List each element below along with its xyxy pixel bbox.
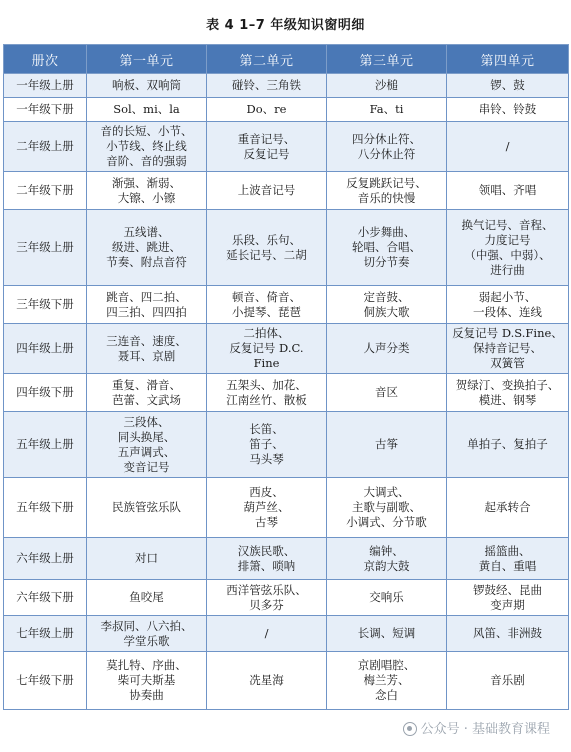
unit-cell: 重复、滑音、 芭蕾、文武场 <box>87 374 207 412</box>
unit-cell: 风笛、非洲鼓 <box>447 616 569 652</box>
unit-cell: 五线谱、 级进、跳进、 节奏、附点音符 <box>87 210 207 286</box>
unit-cell: 顿音、倚音、 小提琴、琵琶 <box>207 286 327 324</box>
unit-cell: 碰铃、三角铁 <box>207 74 327 98</box>
unit-cell: 西洋管弦乐队、 贝多芬 <box>207 580 327 616</box>
unit-cell: 四分休止符、 八分休止符 <box>327 122 447 172</box>
unit-cell: 锣、鼓 <box>447 74 569 98</box>
header-cell: 第三单元 <box>327 45 447 74</box>
unit-cell: / <box>207 616 327 652</box>
header-cell: 第二单元 <box>207 45 327 74</box>
volume-cell: 三年级上册 <box>4 210 87 286</box>
table-row <box>4 616 569 652</box>
unit-cell: 上波音记号 <box>207 172 327 210</box>
unit-cell: 编钟、 京韵大鼓 <box>327 538 447 580</box>
unit-cell: 莫扎特、序曲、 柴可夫斯基 协奏曲 <box>87 652 207 710</box>
unit-cell: 西皮、 葫芦丝、 古琴 <box>207 478 327 538</box>
unit-cell: Sol、mi、la <box>87 98 207 122</box>
unit-cell: 贺绿汀、变换拍子、 模进、钢琴 <box>447 374 569 412</box>
unit-cell: 二拍体、 反复记号 D.C. Fine <box>207 324 327 374</box>
unit-cell: 人声分类 <box>327 324 447 374</box>
unit-cell: 音区 <box>327 374 447 412</box>
volume-cell: 七年级上册 <box>4 616 87 652</box>
table-row <box>4 210 569 286</box>
volume-cell: 二年级下册 <box>4 172 87 210</box>
unit-cell: 大调式、 主歌与副歌、 小调式、分节歌 <box>327 478 447 538</box>
header-cell: 第四单元 <box>447 45 569 74</box>
unit-cell: 音乐剧 <box>447 652 569 710</box>
unit-cell: 对口 <box>87 538 207 580</box>
table-row <box>4 478 569 538</box>
header-row <box>4 45 569 74</box>
volume-cell: 三年级下册 <box>4 286 87 324</box>
unit-cell: 锣鼓经、昆曲 变声期 <box>447 580 569 616</box>
table-row <box>4 412 569 478</box>
volume-cell: 四年级上册 <box>4 324 87 374</box>
unit-cell: 渐强、渐弱、 大镲、小镲 <box>87 172 207 210</box>
table-row <box>4 286 569 324</box>
unit-cell: 五架头、加花、 江南丝竹、散板 <box>207 374 327 412</box>
volume-cell: 二年级上册 <box>4 122 87 172</box>
table-row <box>4 122 569 172</box>
unit-cell: 单拍子、复拍子 <box>447 412 569 478</box>
unit-cell: 汉族民歌、 排箫、唢呐 <box>207 538 327 580</box>
unit-cell: 重音记号、 反复记号 <box>207 122 327 172</box>
unit-cell: 跳音、四二拍、 四三拍、四四拍 <box>87 286 207 324</box>
unit-cell: 换气记号、音程、 力度记号 （中强、中弱）、 进行曲 <box>447 210 569 286</box>
volume-cell: 一年级上册 <box>4 74 87 98</box>
table-row <box>4 652 569 710</box>
unit-cell: 民族管弦乐队 <box>87 478 207 538</box>
wechat-icon <box>403 722 417 736</box>
volume-cell: 一年级下册 <box>4 98 87 122</box>
volume-cell: 六年级上册 <box>4 538 87 580</box>
table-row <box>4 98 569 122</box>
unit-cell: 起承转合 <box>447 478 569 538</box>
unit-cell: 长调、短调 <box>327 616 447 652</box>
unit-cell: 摇篮曲、 黄自、重唱 <box>447 538 569 580</box>
unit-cell: 响板、双响筒 <box>87 74 207 98</box>
table-row <box>4 74 569 98</box>
table-row <box>4 324 569 374</box>
unit-cell: / <box>447 122 569 172</box>
table-row <box>4 538 569 580</box>
unit-cell: Fa、ti <box>327 98 447 122</box>
unit-cell: 李叔同、八六拍、 学堂乐歌 <box>87 616 207 652</box>
knowledge-window-table <box>3 44 569 710</box>
unit-cell: 串铃、铃鼓 <box>447 98 569 122</box>
table-title: 表 4 1–7 年级知识窗明细 <box>206 18 365 33</box>
unit-cell: Do、re <box>207 98 327 122</box>
volume-cell: 六年级下册 <box>4 580 87 616</box>
unit-cell: 弱起小节、 一段体、连线 <box>447 286 569 324</box>
table-row <box>4 374 569 412</box>
unit-cell: 冼星海 <box>207 652 327 710</box>
unit-cell: 三连音、速度、 聂耳、京剧 <box>87 324 207 374</box>
unit-cell: 三段体、 同头换尾、 五声调式、 变音记号 <box>87 412 207 478</box>
unit-cell: 音的长短、小节、 小节线、终止线 音阶、音的强弱 <box>87 122 207 172</box>
unit-cell: 领唱、齐唱 <box>447 172 569 210</box>
unit-cell: 交响乐 <box>327 580 447 616</box>
unit-cell: 乐段、乐句、 延长记号、二胡 <box>207 210 327 286</box>
unit-cell: 反复跳跃记号、 音乐的快慢 <box>327 172 447 210</box>
watermark <box>400 717 553 738</box>
unit-cell: 反复记号 D.S.Fine、 保持音记号、 双簧管 <box>447 324 569 374</box>
unit-cell: 定音鼓、 侗族大歌 <box>327 286 447 324</box>
volume-cell: 五年级下册 <box>4 478 87 538</box>
header-cell: 册次 <box>4 45 87 74</box>
header-cell: 第一单元 <box>87 45 207 74</box>
volume-cell: 七年级下册 <box>4 652 87 710</box>
unit-cell: 沙槌 <box>327 74 447 98</box>
unit-cell: 鱼咬尾 <box>87 580 207 616</box>
unit-cell: 小步舞曲、 轮唱、合唱、 切分节奏 <box>327 210 447 286</box>
volume-cell: 四年级下册 <box>4 374 87 412</box>
volume-cell: 五年级上册 <box>4 412 87 478</box>
table-row <box>4 172 569 210</box>
unit-cell: 长笛、 笛子、 马头琴 <box>207 412 327 478</box>
unit-cell: 京剧唱腔、 梅兰芳、 念白 <box>327 652 447 710</box>
table-row <box>4 580 569 616</box>
unit-cell: 古筝 <box>327 412 447 478</box>
watermark-text: 公众号 · 基础教育课程 <box>420 722 550 737</box>
